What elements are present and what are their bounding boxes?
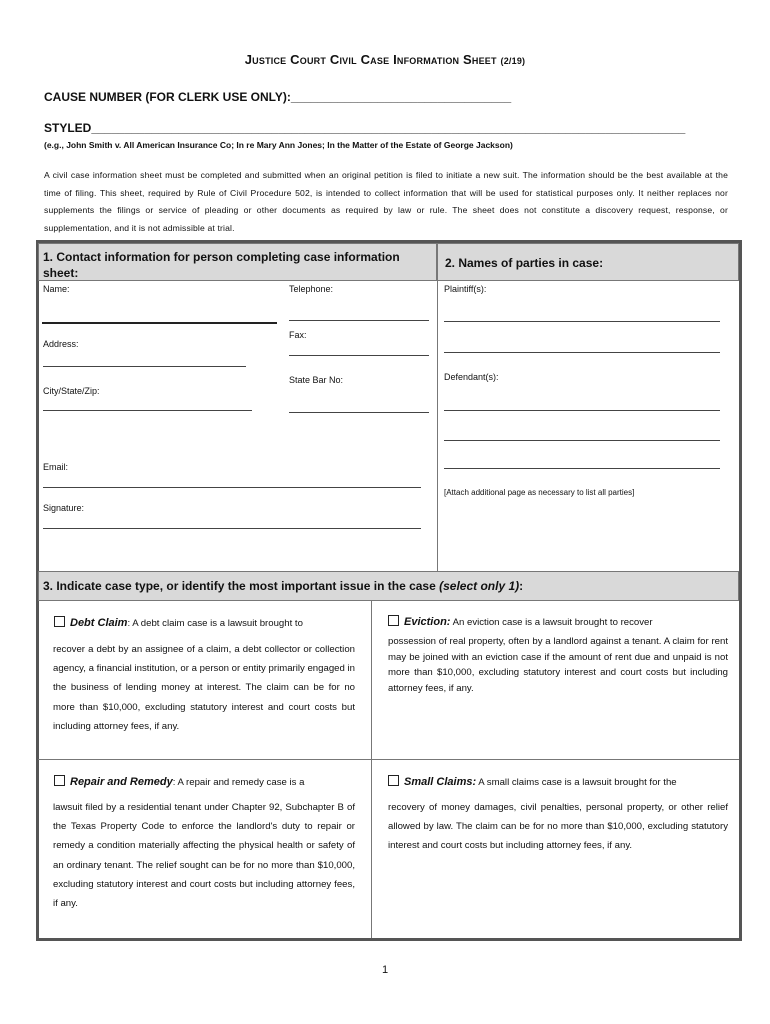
section1-header [38, 243, 437, 281]
signature-input-line[interactable] [43, 528, 421, 529]
fax-label: Fax: [289, 330, 307, 340]
state-bar-input-line[interactable] [289, 412, 429, 413]
debt-claim-name: Debt Claim [70, 617, 128, 629]
defendant-label: Defendant(s): [444, 372, 499, 382]
repair-remedy-checkbox[interactable] [54, 775, 65, 786]
section3-title-colon: : [519, 579, 524, 593]
page-title [0, 52, 770, 67]
section2-title: 2. Names of parties in case: [445, 256, 604, 270]
revision-date: (2/19) [500, 56, 526, 66]
defendant-input-line-2[interactable] [444, 440, 720, 441]
debt-claim-option[interactable] [54, 616, 356, 629]
cause-number-field[interactable]: CAUSE NUMBER (FOR CLERK USE ONLY):_________________________________ [44, 90, 512, 104]
section2-header [437, 243, 739, 281]
styled-example: (e.g., John Smith v. All American Insurance Co; In re Mary Ann Jones; In the Matter of the Estate of George Jackson) [44, 140, 513, 150]
section3-header [38, 571, 739, 601]
plaintiff-input-line-2[interactable] [444, 352, 720, 353]
form-title: Justice Court Civil Case Information Sheet [244, 52, 497, 67]
eviction-checkbox[interactable] [388, 615, 399, 626]
page-number: 1 [381, 964, 389, 976]
defendant-input-line-1[interactable] [444, 410, 720, 411]
state-bar-label: State Bar No: [289, 375, 344, 385]
styled-field[interactable]: STYLED_________________________________________________________________________________________ [44, 121, 686, 135]
name-input-line[interactable] [42, 322, 277, 324]
small-claims-option[interactable] [388, 775, 728, 788]
repair-remedy-option[interactable] [54, 775, 356, 788]
plaintiff-label: Plaintiff(s): [444, 284, 487, 294]
debt-claim-checkbox[interactable] [54, 616, 65, 627]
section1-title-line1: 1. Contact information for person completing case information [43, 250, 400, 264]
small-claims-checkbox[interactable] [388, 775, 399, 786]
section3-title: 3. Indicate case type, or identify the most important issue in the case [43, 579, 440, 593]
small-claims-head: A small claims case is a lawsuit brought for the [476, 777, 677, 788]
case-type-column-divider [371, 601, 372, 938]
fax-input-line[interactable] [289, 355, 429, 356]
repair-remedy-head: : A repair and remedy case is a [172, 777, 305, 788]
name-label: Name: [43, 284, 70, 294]
debt-claim-head: : A debt claim case is a lawsuit brought to [127, 618, 303, 629]
intro-paragraph: A civil case information sheet must be completed and submitted when an original petition is filed to initiate a new suit. The information should be the best available at the time of filing. This sheet, required by Rule of Civil Procedure 502, is intended to collect information that will be used for statistical purposes only. It neither replaces nor supplements the filings or service of pleading or other documents as required by law or rule. The sheet does not constitute a discovery request, response, or supplementation, and it is not admissible at trial. [44, 170, 728, 233]
eviction-head: An eviction case is a lawsuit brought to recover [450, 617, 653, 628]
attach-note: [Attach additional page as necessary to list all parties] [444, 488, 635, 497]
defendant-input-line-3[interactable] [444, 468, 720, 469]
repair-remedy-description: lawsuit filed by a residential tenant under Chapter 92, Subchapter B of the Texas Property Code to enforce the landlord's duty to repair or remedy a condition materially affecting the physical health or safety of an ordinary tenant. The relief sought can be for no more than $10,000, excluding statutory interest and court costs but including attorney fees, if any. [53, 802, 355, 910]
section3-title-note: (select only 1) [439, 579, 520, 593]
address-label: Address: [43, 339, 79, 349]
case-type-row-divider [38, 759, 739, 760]
city-state-zip-label: City/State/Zip: [43, 386, 100, 396]
email-label: Email: [43, 462, 69, 472]
section1-title-line2: sheet: [43, 266, 79, 280]
city-state-zip-input-line[interactable] [43, 410, 252, 411]
column-divider [437, 281, 438, 571]
telephone-label: Telephone: [289, 284, 334, 294]
debt-claim-description: recover a debt by an assignee of a claim, a debt collector or collection agency, a financial institution, or a person or entity primarily engaged in the business of lending money at interest. The claim can be for no more than $10,000, excluding statutory interest and court costs but including attorney fees, if any. [53, 644, 355, 732]
address-input-line[interactable] [43, 366, 246, 367]
email-input-line[interactable] [43, 487, 421, 488]
eviction-name: Eviction: [404, 616, 451, 628]
small-claims-name: Small Claims: [404, 776, 477, 788]
eviction-description: possession of real property, often by a landlord against a tenant. A claim for rent may be joined with an eviction case if the amount of rent due and unpaid is not more than $10,000, excluding statutory interest and court costs but including attorney fees, if any. [388, 636, 728, 694]
signature-label: Signature: [43, 503, 85, 513]
plaintiff-input-line-1[interactable] [444, 321, 720, 322]
telephone-input-line[interactable] [289, 320, 429, 321]
small-claims-description: recovery of money damages, civil penalties, personal property, or other relief allowed by law. The claim can be for no more than $10,000, excluding statutory interest and court costs but including attorney fees, if any. [388, 802, 728, 852]
repair-remedy-name: Repair and Remedy [70, 776, 173, 788]
eviction-option[interactable] [388, 615, 728, 628]
